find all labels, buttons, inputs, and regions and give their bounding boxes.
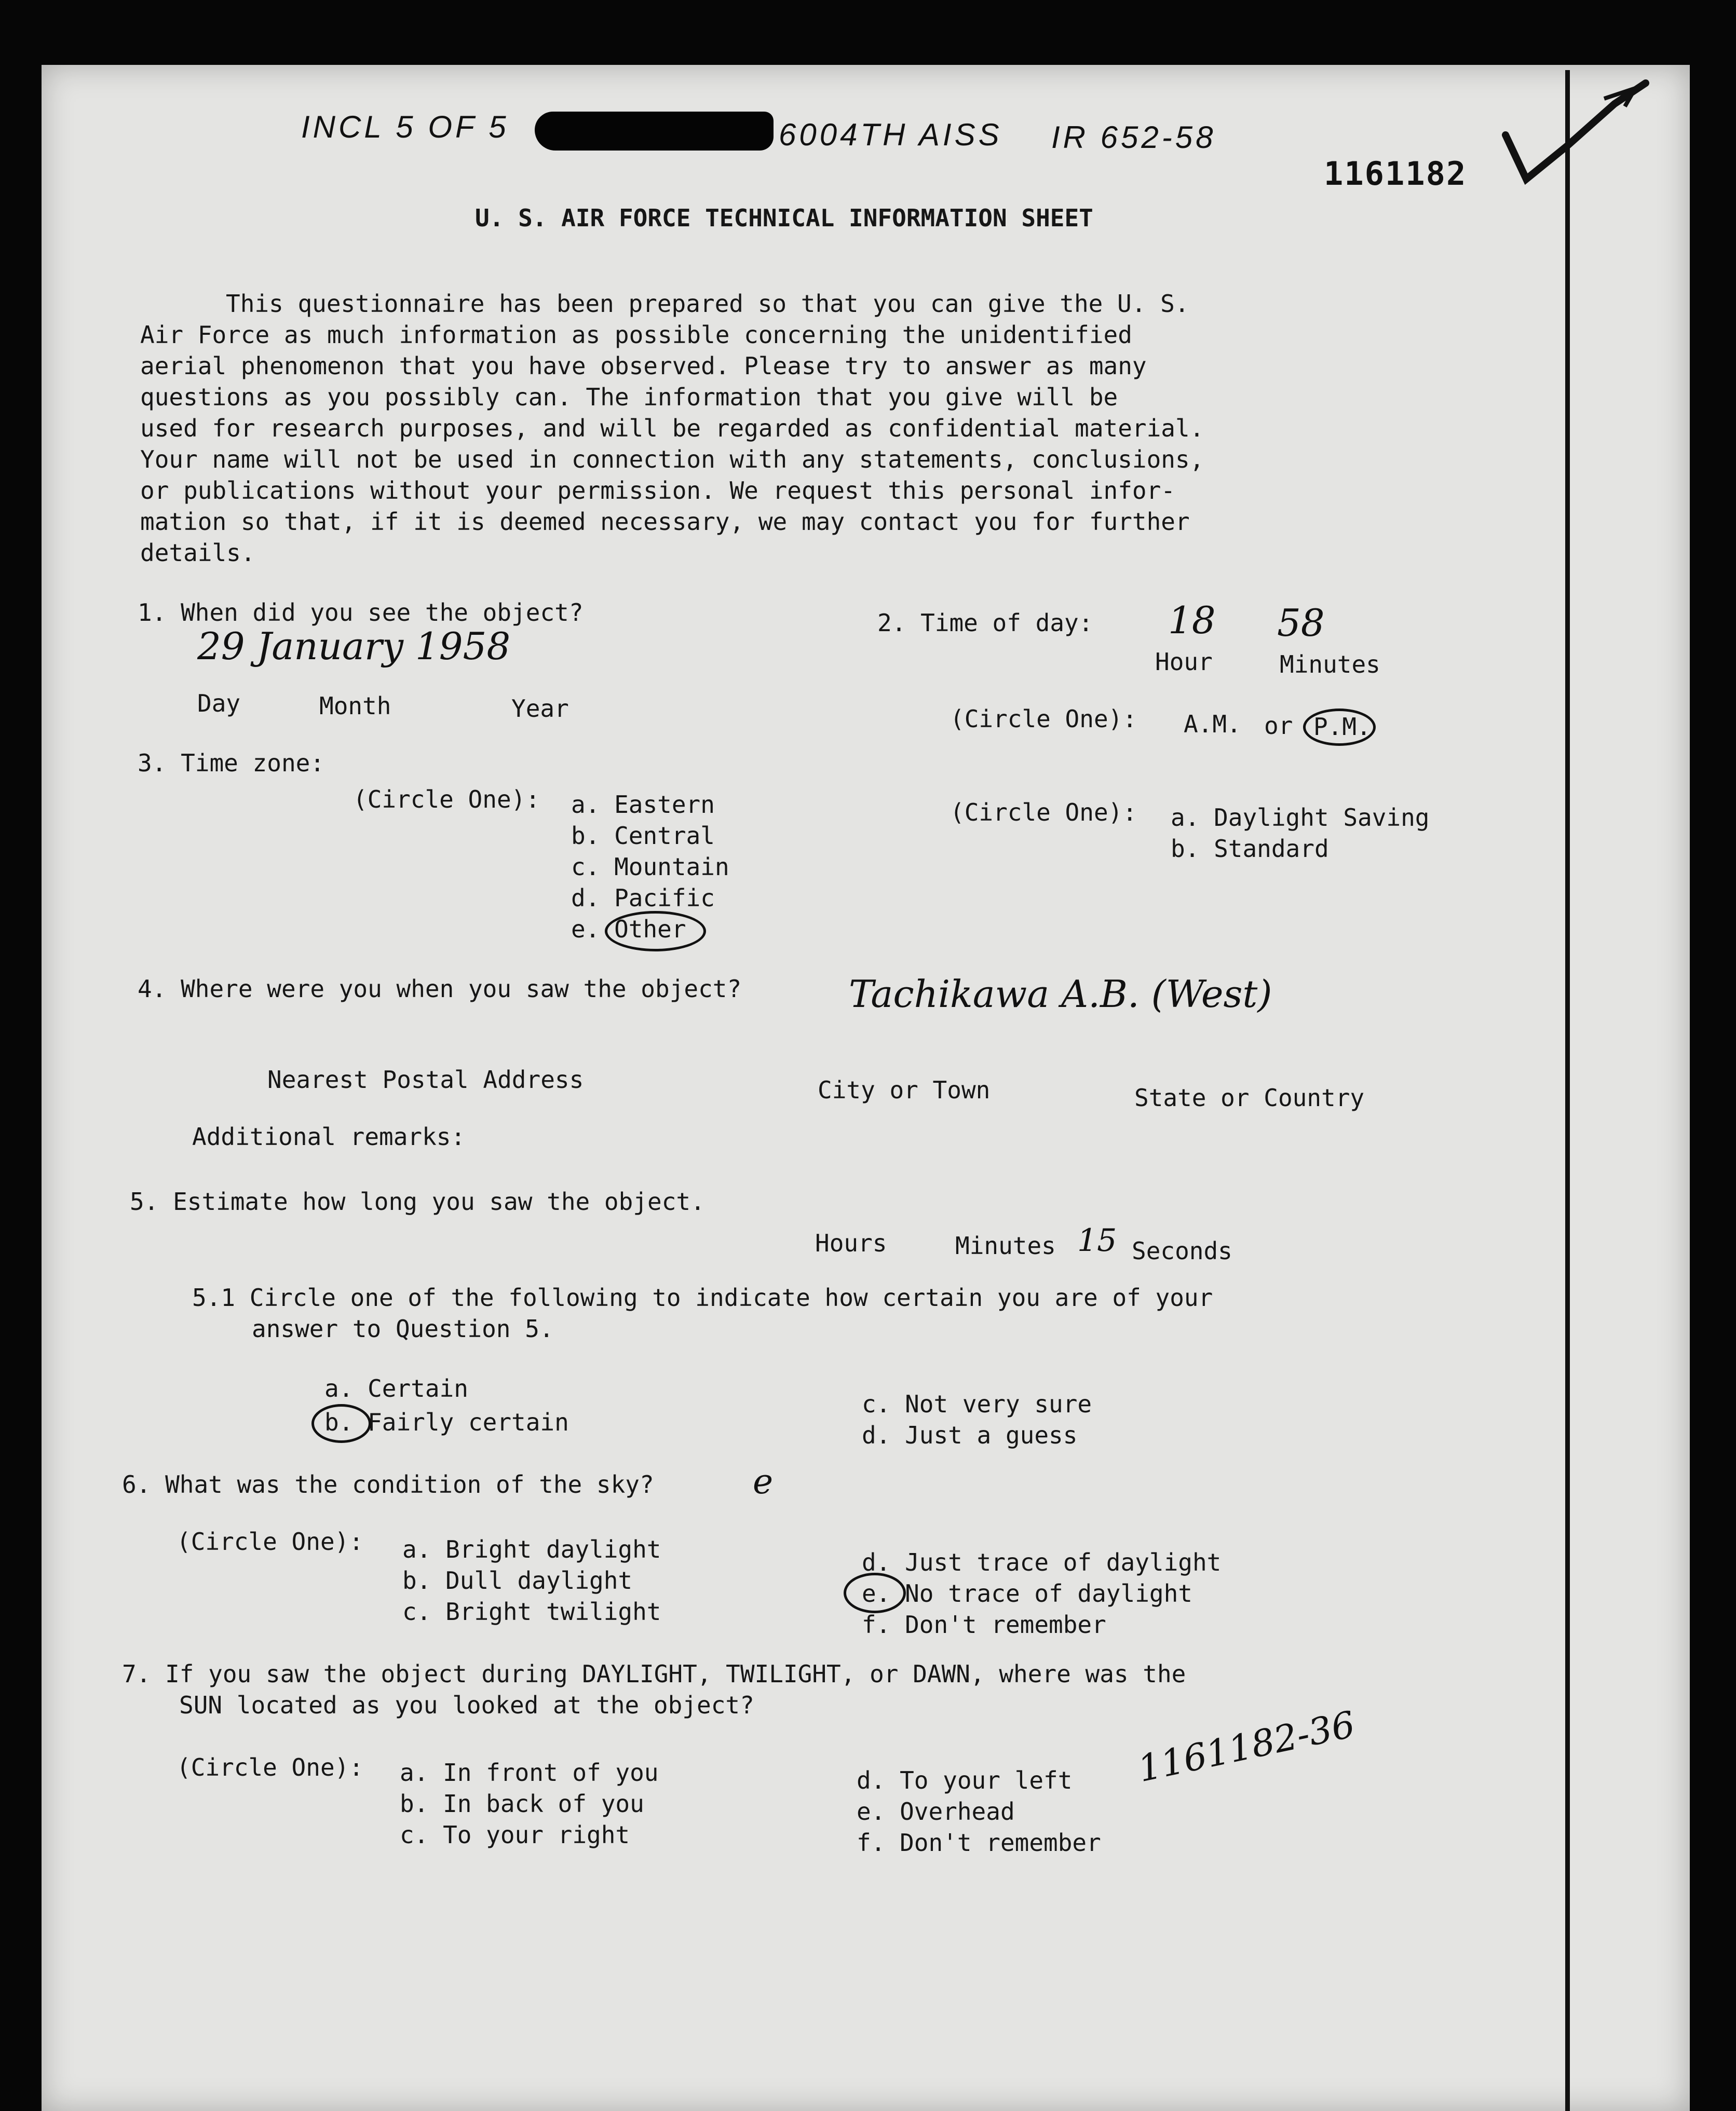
- intro-line: Your name will not be used in connection with any statements, conclusions,: [140, 445, 1204, 473]
- q1-day-label: Day: [197, 689, 241, 717]
- q7-option: f. Don't remember: [857, 1829, 1101, 1857]
- fairly-certain-circle-mark: [311, 1404, 371, 1443]
- q6-option: e. No trace of daylight: [862, 1579, 1192, 1608]
- checkmark-icon: [1495, 67, 1651, 187]
- q2-hour-value: 18: [1168, 598, 1216, 642]
- q2-hour-label: Hour: [1155, 648, 1213, 676]
- q51-line: 5.1 Circle one of the following to indicate how certain you are of your: [192, 1284, 1213, 1312]
- report-number: IR 652-58: [1051, 120, 1216, 155]
- intro-line: used for research purposes, and will be regarded as confidential material.: [140, 414, 1204, 442]
- unit-label: 6004TH AISS: [779, 117, 1002, 152]
- q1-month-label: Month: [319, 692, 391, 720]
- q2-pm: P.M.: [1313, 713, 1371, 741]
- q51-option: c. Not very sure: [862, 1390, 1092, 1418]
- q7-option: c. To your right: [400, 1821, 630, 1849]
- q4-nearest-label: Nearest Postal Address: [267, 1066, 584, 1094]
- q3-dst-circle-one: (Circle One):: [950, 798, 1137, 826]
- q3-option: b. Central: [571, 822, 715, 850]
- intro-line: or publications without your permission. We request this personal infor-: [140, 476, 1175, 505]
- q4-answer: Tachikawa A.B. (West): [849, 972, 1272, 1016]
- intro-line: aerial phenomenon that you have observed. Please try to answer as many: [140, 352, 1147, 380]
- q6-option: d. Just trace of daylight: [862, 1548, 1222, 1576]
- q3-dst-option: b. Standard: [1171, 835, 1329, 863]
- intro-line: questions as you possibly can. The information that you give will be: [140, 383, 1118, 411]
- q7-line: 7. If you saw the object during DAYLIGHT, TWILIGHT, or DAWN, where was the: [122, 1660, 1186, 1688]
- q4-label: 4. Where were you when you saw the object?: [138, 975, 742, 1003]
- redaction-bar: [535, 112, 774, 151]
- q2-circle-one: (Circle One):: [950, 705, 1137, 733]
- q4-remarks-label: Additional remarks:: [192, 1123, 466, 1151]
- q6-answer: e: [753, 1462, 774, 1502]
- q3-option: c. Mountain: [571, 853, 729, 881]
- q7-option: d. To your left: [857, 1766, 1073, 1794]
- q5-hours-label: Hours: [815, 1229, 887, 1257]
- q3-label: 3. Time zone:: [138, 749, 325, 777]
- q7-line: SUN located as you looked at the object?: [179, 1691, 754, 1719]
- q6-option: f. Don't remember: [862, 1611, 1106, 1639]
- intro-line: details.: [140, 539, 255, 567]
- intro-line: This questionnaire has been prepared so that you can give the U. S.: [226, 290, 1189, 318]
- q5-label: 5. Estimate how long you saw the object.: [130, 1188, 705, 1216]
- q2-minute-value: 58: [1277, 601, 1325, 645]
- q2-label: 2. Time of day:: [877, 609, 1093, 637]
- q1-answer: 29 January 1958: [197, 624, 511, 668]
- q6-circle-one: (Circle One):: [177, 1528, 364, 1556]
- q2-or: or: [1264, 712, 1293, 740]
- q1-label: 1. When did you see the object?: [138, 598, 584, 627]
- q2-minutes-label: Minutes: [1280, 650, 1380, 678]
- q4-city-label: City or Town: [818, 1076, 991, 1104]
- q1-year-label: Year: [511, 694, 569, 723]
- document-number: 1161182: [1324, 155, 1467, 193]
- q6-option: b. Dull daylight: [402, 1567, 633, 1595]
- q5-seconds-value: 15: [1077, 1222, 1117, 1259]
- no-trace-circle-mark: [844, 1573, 906, 1613]
- q3-circle-one: (Circle One):: [353, 785, 540, 813]
- q6-option: a. Bright daylight: [402, 1535, 661, 1563]
- page-edge-line: [1565, 70, 1570, 2111]
- pm-circle-mark: [1303, 709, 1376, 746]
- incl-label: INCL 5 OF 5: [301, 110, 509, 144]
- q4-state-label: State or Country: [1134, 1084, 1365, 1112]
- q51-option: b. Fairly certain: [324, 1408, 569, 1436]
- q51-option: a. Certain: [324, 1374, 468, 1402]
- q7-option: e. Overhead: [857, 1797, 1015, 1826]
- intro-line: Air Force as much information as possible concerning the unidentified: [140, 321, 1132, 349]
- q6-option: c. Bright twilight: [402, 1598, 661, 1626]
- q5-minutes-label: Minutes: [955, 1232, 1056, 1260]
- q7-option: b. In back of you: [400, 1790, 644, 1818]
- q7-option: a. In front of you: [400, 1759, 659, 1787]
- q2-am: A.M.: [1184, 710, 1241, 738]
- q6-label: 6. What was the condition of the sky?: [122, 1470, 654, 1499]
- q3-option: e. Other: [571, 915, 686, 943]
- q3-option: a. Eastern: [571, 791, 715, 819]
- q7-circle-one: (Circle One):: [177, 1753, 364, 1781]
- q51-line: answer to Question 5.: [252, 1315, 554, 1343]
- intro-line: mation so that, if it is deemed necessary, we may contact you for further: [140, 508, 1190, 536]
- q5-seconds-label: Seconds: [1132, 1237, 1232, 1265]
- q3-option: d. Pacific: [571, 884, 715, 912]
- q3-dst-option: a. Daylight Saving: [1171, 803, 1430, 832]
- other-circle-mark: [605, 911, 706, 951]
- margin-note: 1161182-36: [1134, 1703, 1359, 1791]
- q51-option: d. Just a guess: [862, 1421, 1078, 1449]
- page-title: U. S. AIR FORCE TECHNICAL INFORMATION SHEET: [475, 204, 1093, 232]
